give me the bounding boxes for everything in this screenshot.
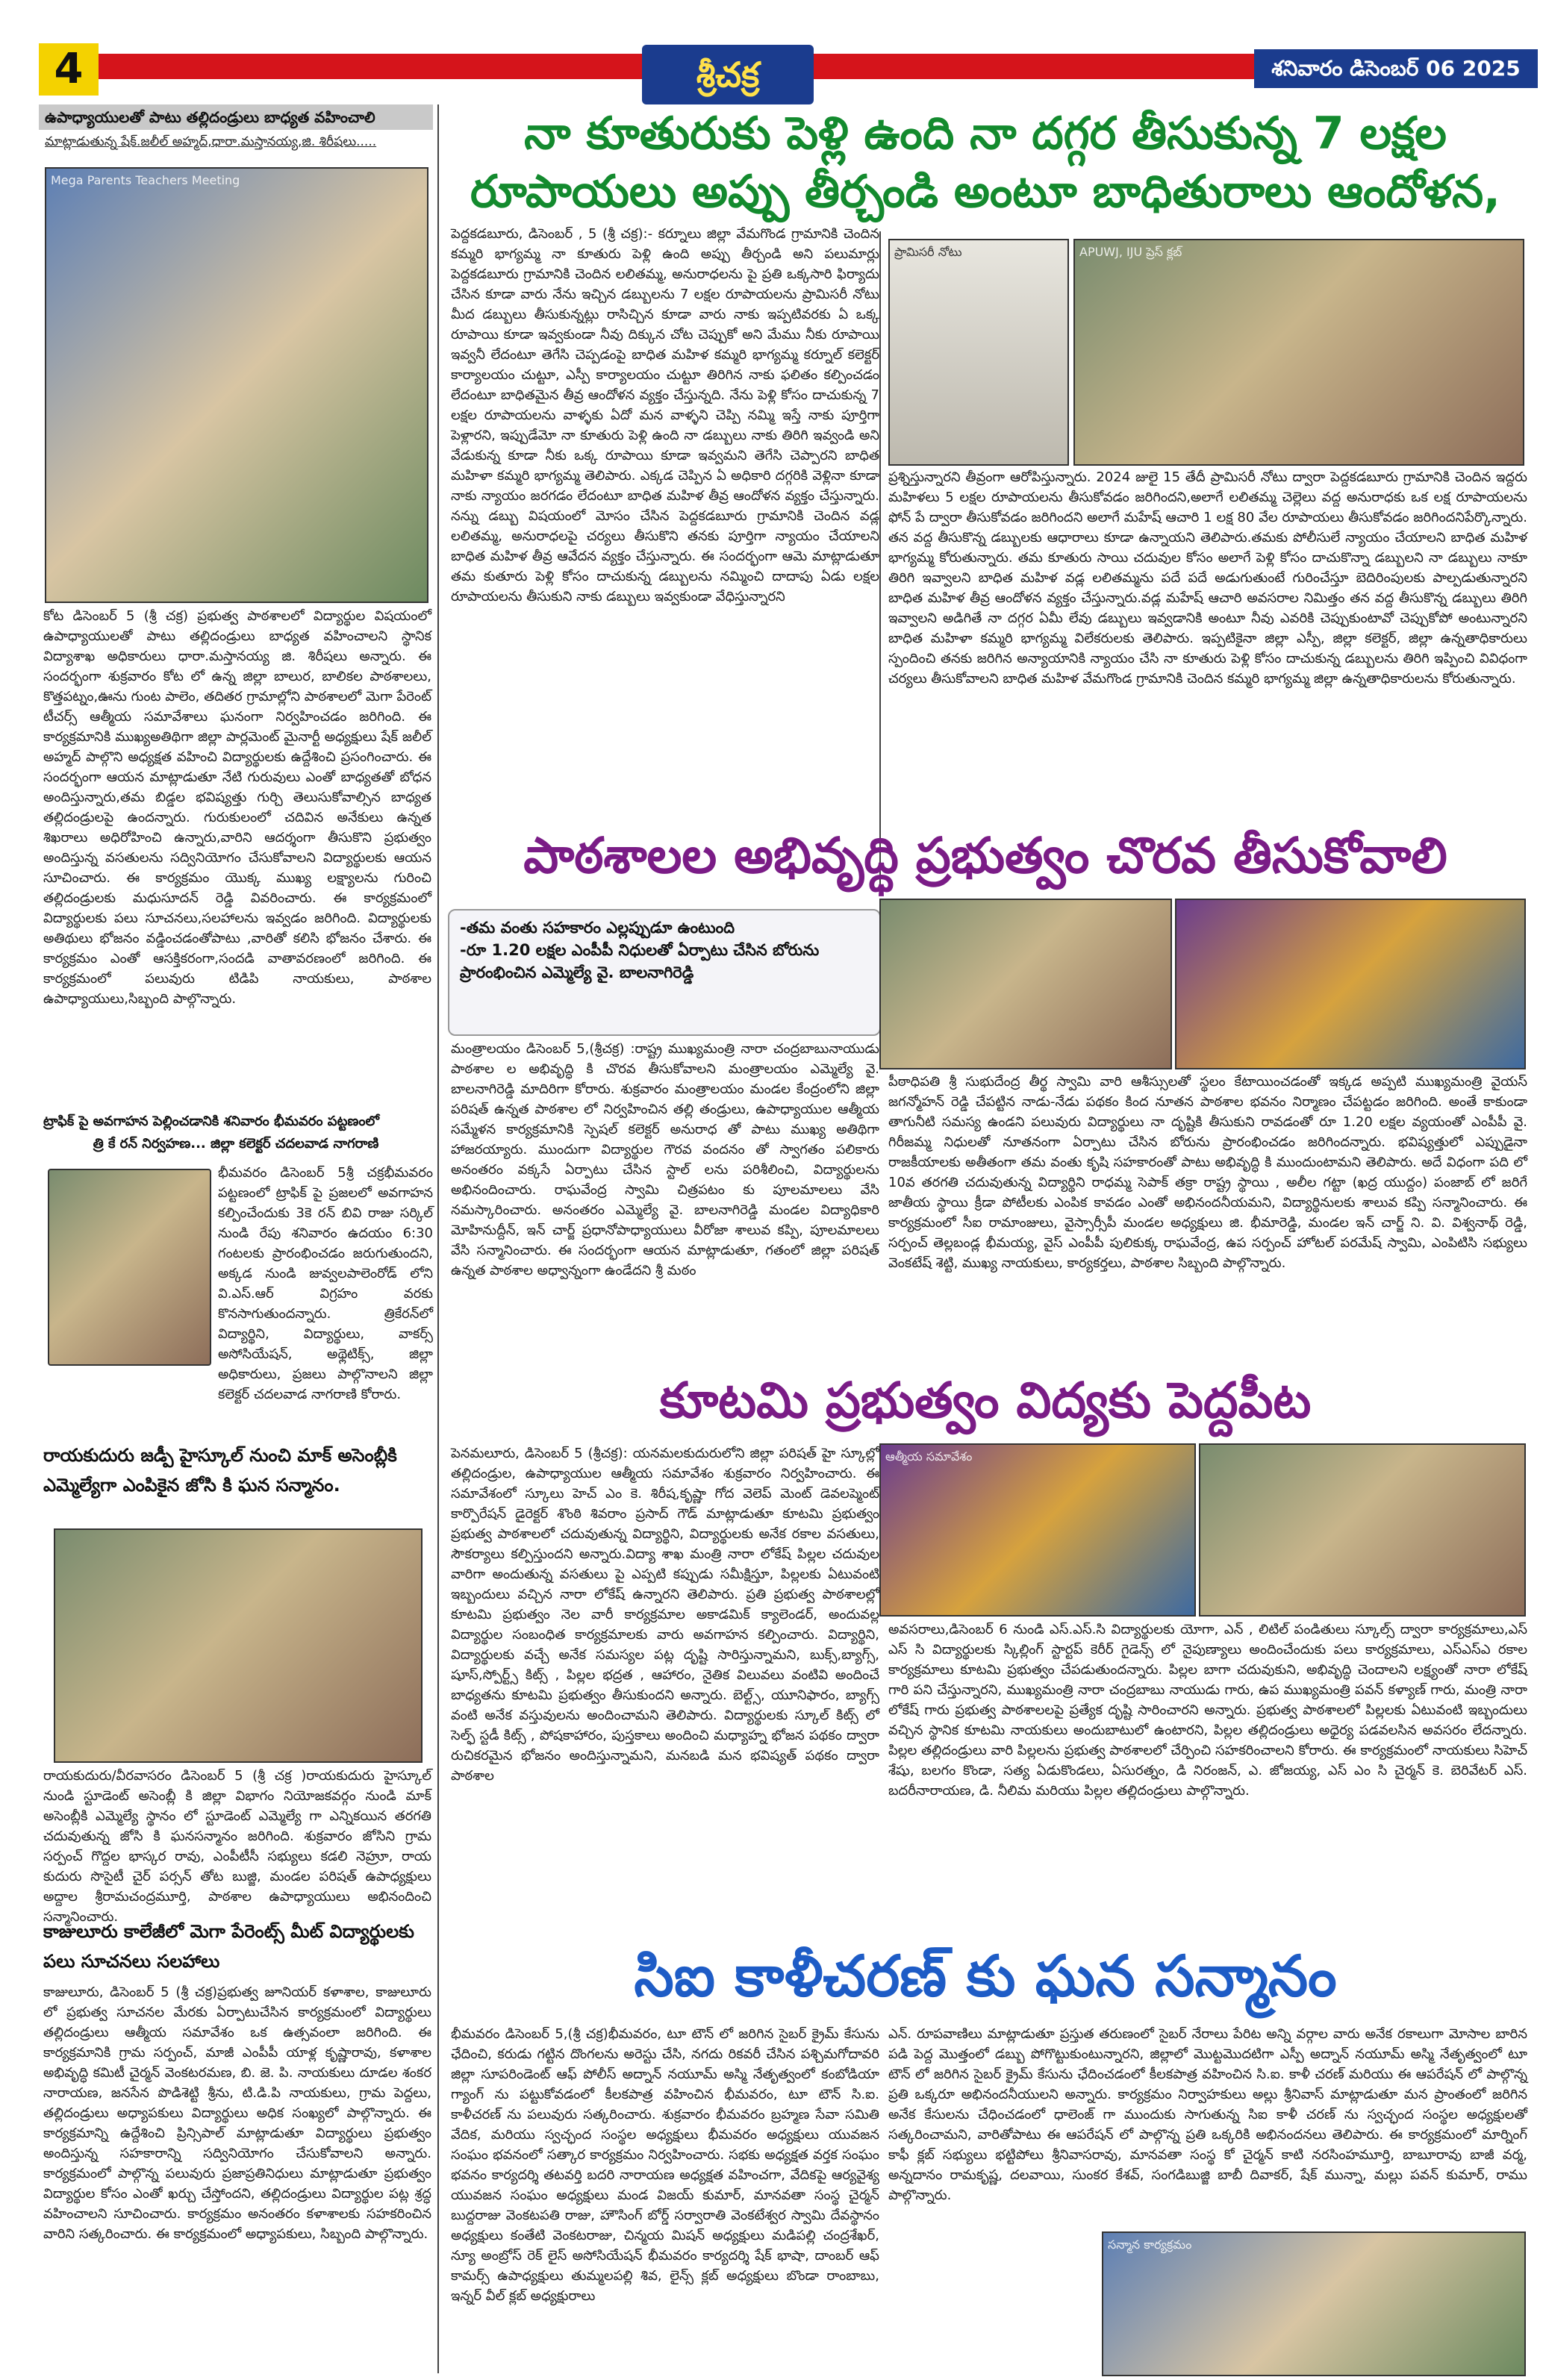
headline-line-1: నా కూతురుకు పెళ్లి ఉంది నా దగ్గర తీసుకున్న 7 లక్షల bbox=[524, 107, 1447, 160]
meeting-photo-2 bbox=[1199, 1443, 1526, 1617]
highlight-line-1: -తమ వంతు సహకారం ఎల్లప్పుడూ ఉంటుంది bbox=[460, 919, 735, 937]
victim-photo bbox=[1073, 239, 1524, 466]
promissory-note-photo bbox=[888, 239, 1069, 466]
article-body: కాజులూరు, డిసెంబర్ 5 (శ్రీ చక్ర)ప్రభుత్వ జూనియర్ కళాశాల, కాజులూరు లో ప్రభుత్వ సూచనల మేరకు ఏర్పాటుచేసిన కార్యక్రమంలో విద్యార్థులు తల్లిదండ్రులు ఆత్మీయ సమావేశం ఒక ఉత్సవంలా జరిగింది. ఈ కార్యక్రమానికి గ్రామ సర్పంచ్, మాజీ ఎంపీపీ యాళ్ల కృష్ణారావు, కళాశాల అభివృద్ధి కమిటీ చైర్మన్ వెంకటరమణ, బి. జె. పి. నాయకులు దూడల శంకర నారాయణ, జనసేన పొడిశెట్టి శ్రీను, టి.డి.పి నాయకులు, గ్రామ పెద్దలు, తల్లిదండ్రులు అధ్యాపకులు విద్యార్థులు అధిక సంఖ్యలో పాల్గొన్నారు. ఈ కార్యక్రమాన్ని ఉద్దేశించి ప్రిన్సిపాల్ మాట్లాడుతూ విద్యార్థులు ప్రభుత్వం అందిస్తున్న సహకారాన్ని సద్వినియోగం చేసుకోవాలని అన్నారు. కార్యక్రమంలో పాల్గొన్న పలువురు ప్రజాప్రతినిధులు మాట్లాడుతూ ప్రభుత్వం విద్యార్థుల కోసం ఎంతో ఖర్చు చేస్తోందని, తల్లిదండ్రులు విద్యార్థుల పట్ల శ్రద్ధ వహించాలని సూచించారు. కార్యక్రమం అనంతరం కళాశాలకు సహకరించిన వారిని సత్కరించారు. ఈ కార్యక్రమంలో అధ్యాపకులు, సిబ్బంది పాల్గొన్నారు. bbox=[43, 1984, 431, 2242]
story3-body-col1: పెనమలూరు, డిసెంబర్ 5 (శ్రీచక్ర): యనమలకుదురులోని జిల్లా పరిషత్ హై స్కూల్లో తల్లిదండ్రుల, ఉపాధ్యాయుల ఆత్మీయ సమావేశం శుక్రవారం నిర్వహించారు. ఈ సమావేశంలో స్కూలు హెచ్ ఎం కె. శిరీష,కృష్ణా గోద వెలెప్ మెంట్ డెవలప్మెంట్ కార్పొరేషన్ డైరెక్టర్ శొంఠి శివరాం ప్రసాద్ గౌడ్ మాట్లాడుతూ కూటమి ప్రభుత్వం ప్రభుత్వ పాఠశాలలో చదువుతున్న విద్యార్థిని, విద్యార్థులకు అనేక రకాల వసతులు, సౌకర్యాలు కల్పిస్తుందని అన్నారు.విద్యా శాఖ మంత్రి నారా లోకేష్ పిల్లల చదువుల వారిగా అందుతున్న వసతులు పై ఎప్పటి కప్పుడు సమీక్షిస్తూ, పిల్లలకు ఏటువంటి ఇబ్బందులు వచ్చిన నారా లోకేష్ ఉన్నారని తెలిపారు. ప్రతి ప్రభుత్వ పాఠశాలల్లో కూటమి ప్రభుత్వం నెల వారీ కార్యక్రమాల అకాడమిక్ క్యాలెండర్, అందువల్ల విద్యార్థుల సంబంధిత కార్యక్రమాలకు వారు అవగాహన కల్పించారు. విద్యార్థిని, విద్యార్థులకు వచ్చే అనేక సమస్యల పట్ల దృష్టి సారిస్తున్నామని, బుక్స్,బ్యాగ్స్, షూస్,స్పోర్ట్స్ కిట్స్ , పిల్లల భద్రత , ఆహారం, నైతిక విలువలు వంటివి అందించే బాధ్యతను కూటమి ప్రభుత్వం తీసుకుందని అన్నారు. బెల్ట్స్, యూనిఫారం, బ్యాగ్స్ వంటి అనేక వస్తువులను అందించామని తెలిపారు. విద్యార్థులకు స్కూల్ కిట్స్ లో సెల్ఫ్ స్టడీ కిట్స్ , పోషకాహారం, పుస్తకాలు అందించి మధ్యాహ్న భోజన పథకం ద్వారా రుచికరమైన భోజనం అందిస్తున్నామని, మనబడి మన భవిష్యత్ పథకం ద్వారా పాఠశాల bbox=[451, 1446, 879, 1784]
article-body: రాయకుదురు/వీరవాసరం డిసెంబర్ 5 (శ్రీ చక్ర )రాయకుదురు హైస్కూల్ నుండి స్టూడెంట్ అసెంబ్లీ కి జిల్లా విభాగం నియోజకవర్గం నుండి మాక్ అసెంబ్లీకి ఎమ్మెల్యే స్థానం లో స్టూడెంట్ ఎమ్మెల్యే గా ఎన్నికయిన తరగతి చదువుతున్న జోసి కి ఘనసన్మానం జరిగింది. శుక్రవారం జోసిని గ్రామ సర్పంచ్ గొద్దల భాస్కర రావు, ఎంపీటీసీ సభ్యులు కడలి నెహ్రూ, రాయ కుదురు సొసైటీ చైర్ పర్సన్ తోట బుజ్జి, మండల పరిషత్ ఉపాధ్యక్షులు అద్దాల శ్రీరామచంద్రమూర్తి, పాఠశాల ఉపాధ్యాయులు అభినందించి సన్మానించారు. bbox=[43, 1768, 431, 1925]
article-body: కోట డిసెంబర్ 5 (శ్రీ చక్ర) ప్రభుత్వ పాఠశాలలో విద్యార్థుల విషయంలో ఉపాధ్యాయులతో పాటు తల్లిదండ్రులు బాధ్యత వహించాలని స్థానిక విద్యాశాఖ అధికారులు ధారా.మస్తానయ్య జి. శిరీషలు అన్నారు. ఈ సందర్భంగా శుక్రవారం కోట లో ఉన్న జిల్లా బాలుర, బాలికల పాఠశాలలు, కొత్తపట్నం,ఊను గుంట పాలెం, తదితర గ్రామాల్లోని పాఠశాలలో మెగా పేరెంట్ టీచర్స్ ఆత్మీయ సమావేశాలు ఘనంగా నిర్వహించడం జరిగింది. ఈ కార్యక్రమానికి ముఖ్యఅతిథిగా జిల్లా పార్లమెంట్ మైనార్టీ అధ్యక్షులు షేక్ జలీల్ అహ్మద్ పాల్గొని అధ్యక్షత వహించి విద్యార్థులకు ఉద్దేశించి ప్రసంగించారు. ఈ సందర్భంగా ఆయన మాట్లాడుతూ నేటి గురువులు ఎంతో బాధ్యతతో బోధన అందిస్తున్నారు,తమ బిడ్డల భవిష్యత్తు గుర్చి తెలుసుకోవాల్సిన బాధ్యత తల్లిదండ్రులపై ఉందన్నారు. గురుకులంలో చదివిన అనేకులు ఉన్నత శిఖరాలు అధిరోహించి ఉన్నారు,వారిని ఆదర్శంగా తీసుకొని ప్రభుత్వం అందిస్తున్న వసతులను సద్వినియోగం చేసుకోవాలని విద్యార్థులకు ఆయన సూచించారు. ఈ కార్యక్రమం యొక్క ముఖ్య లక్ష్యాలను గురించి తల్లిదండ్రులకు మధుసూదన్ రెడ్డి వివరించారు. ఈ కార్యక్రమంలో విద్యార్థులకు పలు సూచనలు,సలహాలను ఇవ్వడం జరిగింది. విద్యార్థులకు అతిథులు భోజనం వడ్డించడంతోపాటు ,వారితో కలిసి భోజనం చేశారు. ఈ కార్యక్రమం ఎంతో ఆసక్తికరంగా,సందడి వాతావరణంలో జరిగింది. ఈ కార్యక్రమంలో పలువురు టిడిపి నాయకులు, పాఠశాల ఉపాధ్యాయులు,సిబ్బంది పాల్గొన్నారు. bbox=[43, 608, 431, 1007]
highlight-line-2: -రూ 1.20 లక్షల ఎంపీపీ నిధులతో ఏర్పాటు చేసిన బోరును ప్రారంభించిన ఎమ్మెల్యే వై. బాలనాగిరెడ్డి bbox=[460, 941, 820, 981]
headline-2: త్రి కే రన్ నిర్వహణ... జిల్లా కలెక్టర్ చదలవాడ నాగరాణి bbox=[93, 1136, 379, 1152]
story2-body-col1: మంత్రాలయం డిసెంబర్ 5,(శ్రీచక్ర) :రాష్ట్ర ముఖ్యమంత్రి నారా చంద్రబాబునాయుడు పాఠశాల ల అభివృద్ధి కి చొరవ తీసుకోవాలని మంత్రాలయం ఎమ్మెల్యే వై. బాలనాగిరెడ్డి మాదిరిగా కోరారు. శుక్రవారం మంత్రాలయం మండల కేంద్రంలోని జిల్లా పరిషత్ ఉన్నత పాఠశాల లో నిర్వహించిన తల్లి తండ్రులు, ఉపాధ్యాయుల ఆత్మీయ సమ్మేళన కార్యక్రమానికి స్పెషల్ కలెక్టర్ అనురాధ తో పాటు ముఖ్య అతిథిగా హాజరయ్యారు. ముందుగా విద్యార్థుల గౌరవ వందనం తో స్వాగతం పలికారు అనంతరం వక్కసే ఏర్పాటు చేసిన స్టాల్ లను పరిశీలించి, విద్యార్థులను అభినందించారు. రాఘవేంద్ర స్వామి చిత్రపటం కు పూలమాలలు వేసి నమస్కారించారు. అనంతరం ఎమ్మెల్యే వై. బాలనాగిరెడ్డి మండల విద్యాధికారి మోహినుద్దీన్, ఇన్ చార్జ్ ప్రధానోపాధ్యాయులు వీరోజా శాలువ కప్పి, పూలమాలలు వేసి సన్మానించారు. ఈ సందర్భంగా ఆయన మాట్లాడుతూ, గతంలో జిల్లా పరిషత్ ఉన్నత పాఠశాల అధ్వాన్నంగా ఉండేదని శ్రీ మఠం bbox=[451, 1041, 879, 1278]
main-headline-1 bbox=[448, 104, 1523, 224]
left-story-3 bbox=[39, 1440, 433, 1925]
photo-caption: APUWJ, IJU ప్రెస్ క్లబ్ bbox=[1079, 245, 1182, 259]
felicitation-photo bbox=[54, 1528, 423, 1763]
left-story-4 bbox=[39, 1917, 433, 2373]
highlight-box bbox=[448, 909, 881, 1036]
main-headline-2: పాఠశాలల అభివృద్ధి ప్రభుత్వం చొరవ తీసుకోవాలి bbox=[523, 827, 1447, 884]
story4-body-col1: భీమవరం డిసెంబర్ 5,(శ్రీ చక్ర)భీమవరం, టూ టౌన్ లో జరిగిన సైబర్ క్రైమ్ కేసును ఛేదించి, కరుడు గట్టిన దొంగలను అరెస్టు చేసి, నగదు రికవరీ చేసిన పశ్చిమగోదావరి జిల్లా సూపరిండెంట్ ఆఫ్ పోలీస్ అద్నాన్ నయూమ్ అస్మి నేతృత్వంలో కంబోడియా గ్యాంగ్ ను పట్టుకోవడంలో కీలకపాత్ర వహించిన భీమవరం, టూ టౌన్ సి.ఐ. కాళీచరణ్ ను పలువురు సత్కరించారు. శుక్రవారం భీమవరం బ్రహ్మణ సేవా సమితి వేదిక, మరియు స్వచ్ఛంద సంస్థల అధ్యక్షులు భీమవరం అధ్యక్షులు యువజన సంఘం భవనంలో సత్కార కార్యక్రమం నిర్వహించారు. సభకు అధ్యక్షత వర్తక సంఘం భవనం కార్యదర్శి తటవర్తి బదరి నారాయణ అధ్యక్షత వహించగా, వేదికపై ఆర్యవైశ్య యువజన సంఘం అధ్యక్షులు మండ విజయ్ కుమార్, మానవతా సంస్థ చైర్మన్ బుద్దరాజు వెంకటపతి రాజు, హౌసింగ్ బోర్డ్ సర్వారాతి వెంకటేశ్వర స్వామి దేవస్థానం అధ్యక్షులు కంతేటి వెంకటరాజు, చిన్మయ మిషన్ అధ్యక్షులు మడిపల్లి చంద్రశేఖర్, న్యూ అంబ్రోస్ రెక్ లైస్ అసోసియేషన్ భీమవరం కార్యదర్శి షేక్ భాషా, దాంబర్ ఆఫ్ కామర్స్ ఉపాధ్యక్షులు తుమ్మలపల్లి శివ, లైన్స్ క్లబ్ అధ్యక్షులు బొండా రాంబాబు, ఇన్నర్ వీల్ క్లబ్ అధ్యక్షురాలు bbox=[451, 2026, 879, 2304]
issue-date: శనివారం డిసెంబర్ 06 2025 bbox=[1254, 49, 1538, 88]
felicitation-group-photo bbox=[1102, 2231, 1526, 2376]
main-headline-4: సిఐ కాళీచరణ్ కు ఘన సన్మానం bbox=[634, 1943, 1337, 2009]
school-event-photo-2 bbox=[1175, 899, 1526, 1069]
column-divider bbox=[437, 104, 439, 2373]
headline: రాయకుదురు జడ్పీ హైస్కూల్ నుంచి మాక్ అసెంబ్లీకి ఎమ్మెల్యేగా ఎంపికైన జోసి కి ఘన సన్మానం. bbox=[43, 1445, 397, 1496]
story1-body-col2: ప్రశ్నిస్తున్నారని తీవ్రంగా ఆరోపిస్తున్నారు. 2024 జులై 15 తేదీ ప్రామిసరీ నోటు ద్వారా పెద్దకడబూరు గ్రామానికి చెందిన ఇద్దరు మహిళలు 5 లక్షల రూపాయలను తీసుకోవడం జరిగిందని,అలాగే లలితమ్మ చెల్లెలు వద్ద అనురాధకు ఒక లక్ష రూపాయలను ఫోన్ పే ద్వారా తీసుకోవడం జరిగిందని అలాగే మహేష్ ఆచారి 1 లక్ష 80 వేల రూపాయలు తీసుకోవడం జరిగిందనిపేర్కొన్నారు. తన వద్ద తీసుకొన్న డబ్బులకు ఆధారాలు కూడా ఉన్నాయని తెలిపారు.తమకు పోలీసులే న్యాయం చేయాలని బాధిత మహిళ భాగ్యమ్మ కోరుతున్నారు. తమ కూతురు సాయి చదువుల కోసం అలాగే పెళ్లి కోసం దాచుకొన్నా డబ్బులని నా డబ్బులు నాకూ తిరిగి ఇవ్వాలని బాధిత మహిళ వడ్ల లలితమ్మను పదే పదే అడుగుతుంటే గురించేస్తూ బెదిరింపులకు పాల్పడుతున్నారని బాధిత మహిళ తీవ్ర ఆందోళన వ్యక్తం చేస్తున్నారు.వడ్ల మహేష్ ఆచారి అవసరాల నిమిత్తం తన వద్ద తీసుకొన్న డబ్బులు తిరిగి ఇవ్వాలని అడిగితే నా దగ్గర ఏమీ లేవు డబ్బులు ఇవ్వడానికి అంటూ నీవు ఎవరికి చెప్పుకుంటావో చెప్పుకోపో అంటున్నారని బాధిత మహిళా కమ్మరి భాగ్యమ్మ విలేకరులకు తెలిపారు. ఇప్పటికైనా జిల్లా ఎస్పీ, జిల్లా కలెక్టర్, జిల్లా ఉన్నతాధికారులు స్పందించి తనకు జరిగిన అన్యాయానికి న్యాయం చేసి నా కూతురు పెళ్లి కోసం దాచుకున్న డబ్బులను తిరిగి ఇప్పించి వివిధంగా చర్యలు తీసుకోవాలని బాధిత మహిళ వేమగొండ గ్రామానికి చెందిన కమ్మరి భాగ్యమ్మ జిల్లా ఉన్నతాధికారులను కోరుతున్నారు. bbox=[888, 469, 1527, 687]
school-event-photo-1 bbox=[879, 899, 1172, 1069]
story4-body-col2: ఎన్. రూపవాణిలు మాట్లాడుతూ ప్రస్తుత తరుణంలో సైబర్ నేరాలు పేరిట అన్ని వర్గాల వారు అనేక రకాలుగా మోసాల బారిన పడి పెద్ద మొత్తంలో డబ్బు పోగొట్టుకుంటున్నారని, జిల్లాలో మొట్టమొదటిగా ఎస్పీ అద్నాన్ నయూమ్ అస్మి నేతృత్వంలో టూ టౌన్ లో జరిగిన సైబర్ క్రైమ్ కేసును ఛేదించడంలో కీలకపాత్ర వహించిన సి.ఐ. కాళీ చరణ్ మరియు ఈ ఆపరేషన్ లో పాల్గొన్న ప్రతి ఒక్కరూ అభినందనీయులని అన్నారు. కార్యక్రమం నిర్వాహకులు అల్లు శ్రీనివాస్ మాట్లాడుతూ మన ప్రాంతంలో జరిగిన అనేక కేసులను చేధించడంలో ధాలెంజ్ గా ముందుకు సాగుతున్న సిఐ కాళీ చరణ్ ను స్వచ్ఛంద సంస్థల అధ్యక్షులతో సత్కరించామని, వారితోపాటు ఈ ఆపరేషన్ లో పాల్గొన్న ప్రతి ఒక్కరికి అభినందనలు తెలిపారు. ఈ కార్యక్రమంలో మార్నింగ్ కాఫీ క్లబ్ సభ్యులు భట్టిపోలు శ్రీనివాసరావు, మానవతా సంస్థ కో చైర్మన్ కాటి నరసింహమూర్తి, బాబూరావు బాజీ వర్మ, అన్నదానం రామకృష్ణ, దలవాయి, సుంకర కేశవ్, సంగడిబుజ్జి బాబీ దివాకర్, షేక్ మున్నా, మల్లు పవన్ కుమార్, రాము పాల్గొన్నారు. bbox=[888, 2026, 1527, 2203]
left-story-2 bbox=[39, 1111, 433, 1431]
photo-caption: Mega Parents Teachers Meeting bbox=[51, 173, 240, 187]
main-headline-3: కూటమి ప్రభుత్వం విద్యకు పెద్దపీట bbox=[659, 1372, 1312, 1429]
headline: ట్రాఫిక్ పై అవగాహన పెల్లించడానికి శనివారం భీమవరం పట్టణంలో bbox=[43, 1114, 380, 1129]
page-number: 4 bbox=[39, 43, 99, 96]
article-body: భీమవరం డిసెంబర్ 5శ్రీ చక్రభీమవరం పట్టణంలో ట్రాఫిక్ పై ప్రజలలో అవగాహన కల్పించేందుకు 3కె రన్ బివి రాజు సర్కిల్ నుండి రేపు శనివారం ఉదయం 6:30 గంటలకు ప్రారంభించడం జరుగుతుందని, అక్కడ నుండి జువ్వలపాలెంరోడ్ లోని వి.ఎస్.ఆర్ విగ్రహం వరకు కొనసాగుతుందన్నారు. త్రికేరన్‌లో విద్యార్థిని, విద్యార్థులు, వాకర్స్ అసోసియేషన్, అథ్లెటిక్స్, జిల్లా అధికారులు, ప్రజలు పాల్గొనాలని జిల్లా కలెక్టర్ చదలవాడ నాగరాణి కోరారు. bbox=[218, 1165, 433, 1402]
meeting-photo-1 bbox=[879, 1443, 1196, 1617]
photo-caption: సన్మాన కార్యక్రమం bbox=[1108, 2237, 1192, 2252]
subhead: మాట్లాడుతున్న షేక్.జలీల్ అహ్మద్,ధారా.మస్తానయ్య,జి. శిరీషలు..... bbox=[45, 134, 377, 149]
story1-body-col1: పెద్దకడబూరు, డిసెంబర్ , 5 (శ్రీ చక్ర):- కర్నూలు జిల్లా వేమగొండ గ్రామానికి చెందిన కమ్మరి భాగ్యమ్మ నా కూతురు పెళ్లి ఉంది అప్పు తీర్చండి అని పలుమార్లు పెద్దకడబూరు గ్రామానికి చెందిన లలితమ్మ, అనురాధలను పై ప్రతి ఒక్కసారి ఫిర్యాదు చేసిన కూడా వారు నేను ఇచ్చిన డబ్బులను 7 లక్షల రూపాయలను ప్రామిసరీ నోటు మీద డబ్బులు తీసుకున్నట్లు రాసిచ్చిన కూడా వారు నాకు ఇప్పటివరకు ఏ ఒక్క రూపాయి కూడా ఇవ్వకుండా నీవు దిక్కున చోట చెప్పుకో అని మేము నీకు రూపాయి ఇవ్వనీ లేదంటూ తెగేసి చెప్పడంపై బాధిత మహిళ కమ్మరి భాగ్యమ్మ కర్నూల్ కలెక్టర్ కార్యాలయం చుట్టూ, ఎస్పీ కార్యాలయం చుట్టూ తిరిగిన నాకు ఫలితం కల్పించడం లేదంటూ బాధితమైన తీవ్ర ఆందోళన వ్యక్తం చేస్తున్నది. నేను పెళ్లి కోసం దాచుకున్న 7 లక్షల రూపాయలను వాళ్ళకు ఏదో మన వాళ్ళని చెప్పి నమ్మి ఇస్తే నాకు పూర్తిగా పెళ్లారని, ఇప్పుడేమో నా కూతురు పెళ్లి ఉంది నా డబ్బులు నాకు తిరిగి ఇవ్వండి అని వేడుకున్న కూడా నీకు ఒక్క రూపాయి కూడా ఇవ్వమని తెగేసి చెప్పారని బాధిత మహిళా కమ్మరి భాగ్యమ్మ తెలిపారు. ఎక్కడ చెప్పిన ఏ అధికారి దగ్గరికి వెళ్లినా కూడా నాకు న్యాయం జరగడం లేదంటూ బాధిత మహిళ తీవ్ర ఆందోళన వ్యక్తం చేస్తున్నారు. నన్ను డబ్బు విషయంలో మోసం చేసిన పెద్దకడబూరు గ్రామానికి చెందిన వడ్ల లలితమ్మ, అనురాధలపై చర్యలు తీసుకొని తనకు పూర్తిగా న్యాయం చేయాలని బాధిత మహిళ తీవ్ర ఆవేదన వ్యక్తం చేస్తున్నారు. ఈ సందర్భంగా ఆమె మాట్లాడుతూ తమ కుతూరు పెళ్లి కోసం దాచుకున్న డబ్బులను నమ్మించి దాదాపు ఏడు లక్షల రూపాయలను తీసుకుని నాకు డబ్బులు ఇవ్వకుండా వేధిస్తున్నారని bbox=[451, 226, 879, 605]
event-photo bbox=[45, 167, 428, 603]
headline: ఉపాధ్యాయులతో పాటు తల్లిదండ్రులు బాధ్యత వహించాలి bbox=[39, 104, 433, 130]
photo-caption: ప్రామిసరీ నోటు bbox=[894, 245, 962, 259]
paper-logo: శ్రీచక్ర bbox=[642, 45, 814, 104]
headline-line-2: రూపాయలు అప్పు తీర్చండి అంటూ బాధితురాలు ఆందోళన, bbox=[470, 166, 1500, 218]
story2-body-col2: పీఠాధిపతి శ్రీ సుభుదేంద్ర తీర్థ స్వామి వారి ఆశీస్సులతో స్థలం కేటాయించడంతో ఇక్కడ అప్పటి ముఖ్యమంత్రి వైయస్ జగన్మోహన్ రెడ్డి చేపట్టిన నాడు-నేడు పథకం కింద నూతన పాఠశాల భవనం నిర్మాణం చేపట్టడం జరిగింది. అంతే కాకుండా తాగునీటి సమస్య ఉండని పలువురు విద్యార్థులు నా దృష్టికి తీసుకుని రావడంతో రూ 1.20 లక్షల వ్యయంతో ఎంపీపీ వై. గిరీజమ్మ నిధులతో నూతనంగా ఏర్పాటు చేసిన బోరును ప్రారంభించడం జరిగిందన్నారు. భవిష్యత్తులో ఎప్పుడైనా రాజకీయాలకు అతీతంగా తమ వంతు కృషి సహకారంతో పాటు అభివృద్ధి కి ముందుంటామని తెలిపారు. అదే విధంగా పది లో 10వ తరగతి చదువుతున్న విద్యార్థిని రాధమ్మ సెపాక్ తక్రా రాష్ట్ర స్థాయి , అలీల గట్టా (ఖద్ర యుద్దం) పంజాబ్ లో జరిగే జాతీయ స్థాయి క్రీడా పోటీలకు ఎంపిక కావడం ఎంతో అభినందనీయమని, విద్యార్థినులకు శాలువ కప్పి సన్మానించారు. ఈ కార్యక్రమంలో సీఐ రామాంజులు, వైస్సార్సీపీ మండల అధ్యక్షులు జి. భీమారెడ్డి, మండల ఇన్ చార్జ్ ని. వి. విశ్వనాథ్ రెడ్డి, సర్పంచ్ తెల్లబండ్ల భీమయ్య, వైస్ ఎంపీపీ పులికుక్క రాఘవేంద్ర, ఉప సర్పంచ్ హోటల్ పరమేష్ స్వామి, ఎంపిటిసి సభ్యులు వెంకటేష్ శెట్టి, ముఖ్య నాయకులు, కార్యకర్తలు, పాఠశాల సిబ్బంది పాల్గొన్నారు. bbox=[888, 1074, 1527, 1271]
headline: కాజులూరు కాలేజీలో మెగా పేరెంట్స్ మీట్ విద్యార్థులకు పలు సూచనలు సలహాలు bbox=[43, 1921, 414, 1972]
photo-caption: ఆత్మీయ సమావేశం bbox=[885, 1449, 973, 1464]
left-story-1 bbox=[39, 104, 433, 1142]
portrait-photo bbox=[48, 1169, 211, 1366]
story3-body-col2: అవసరాలు,డిసెంబర్ 6 నుండి ఎస్.ఎస్.సి విద్యార్థులకు యోగా, ఎన్ , లిటిల్ పండితులు స్కూల్స్ ద్వారా కార్యక్రమాలు,ఎస్ ఎస్ సి విద్యార్థులకు స్కిల్లింగ్ స్టార్టప్ కెరీర్ గైడెన్స్ లో నైపుణ్యాలు అందించేందుకు పలు కార్యక్రమాలు, ఎస్ఎస్ఎ రకాల కార్యక్రమాలు కూటమి ప్రభుత్వం చేపడుతుందన్నారు. పిల్లల బాగా చదువుకుని, అభివృద్ధి చెందాలని లక్ష్యంతో నారా లోకేష్ గారి పని చేస్తున్నారని, ముఖ్యమంత్రి నారా చంద్రబాబు నాయుడు గారు, ఉప ముఖ్యమంత్రి పవన్ కళ్యాణ్ గారు, మంత్రి నారా లోకేష్ గారు ప్రభుత్వ పాఠశాలలపై ప్రత్యేక దృష్టి సారించారని అన్నారు. ప్రభుత్వ పాఠశాలలో పిల్లలకు ఏటువంటి ఇబ్బందులు వచ్చిన స్థానిక కూటమి నాయకులు అందుబాటులో ఉంటారని, పిల్లల తల్లిదండ్రులు అధైర్య పడవలసిన అవసరం లేదన్నారు. పిల్లల తల్లిదండ్రులు వారి పిల్లలను ప్రభుత్వ పాఠశాలలో చేర్పించి సహకరించాలని కోరారు. ఈ కార్యక్రమంలో నాయకులు సిహెచ్ శేషు, బలగం కొండా, సత్య ఏడుకొండలు, ఏసురత్నం, డి నిరంజన్, ఎ. జోజయ్య, ఎస్ ఎం సి చైర్మన్ కె. బెరివేటర్ ఎస్. బదరీనారాయణ, డి. నీలిమ మరియు పిల్లల తల్లిదండ్రులు పాల్గొన్నారు. bbox=[888, 1622, 1527, 1799]
masthead bbox=[0, 0, 1543, 104]
